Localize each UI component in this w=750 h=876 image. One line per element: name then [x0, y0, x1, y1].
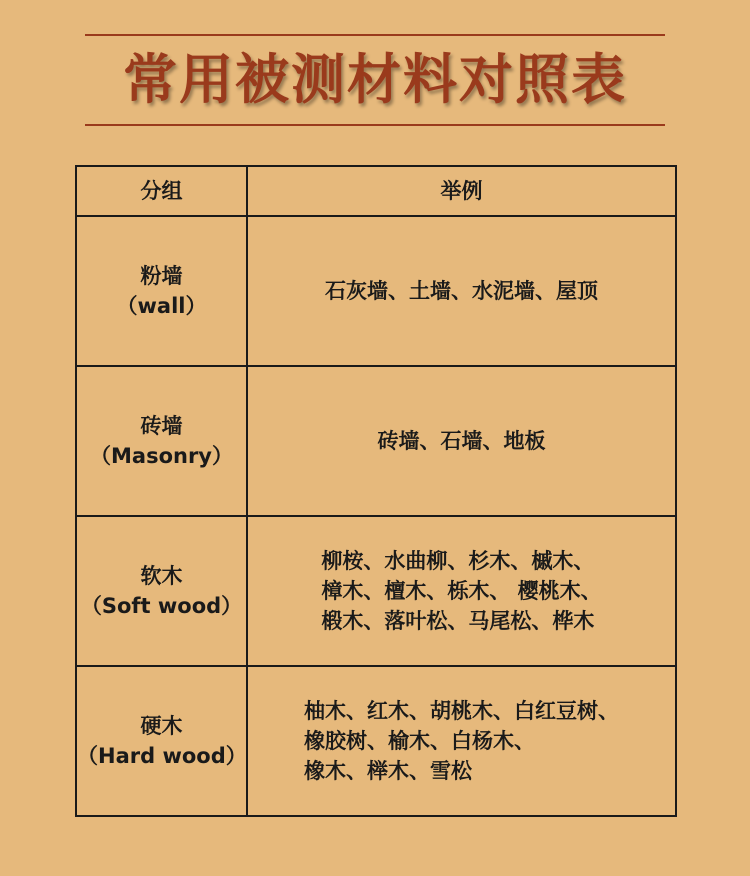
table-row: [76, 516, 676, 666]
group-english: （Masonry）: [90, 444, 233, 468]
title-top-rule: [85, 34, 665, 36]
group-cell: [76, 666, 247, 816]
example-line: 樟木、檀木、栎木、 樱桃木、: [321, 579, 602, 603]
example-line: 柚木、红木、胡桃木、白红豆树、: [304, 699, 619, 723]
table-row: [76, 366, 676, 516]
group-cell: [76, 216, 247, 366]
examples-cell: [247, 516, 676, 666]
header-group: 分组: [76, 166, 247, 216]
group-cell: [76, 516, 247, 666]
example-line: 橡胶树、榆木、白杨木、: [304, 729, 535, 753]
group-english: （Hard wood）: [77, 744, 247, 768]
example-line: 砖墙、石墙、地板: [377, 429, 546, 453]
examples-cell: [247, 216, 676, 366]
group-english: （wall）: [116, 294, 207, 318]
examples-cell: [247, 366, 676, 516]
group-name: 硬木: [140, 714, 183, 738]
title-bottom-rule: [85, 124, 665, 126]
group-cell: [76, 366, 247, 516]
example-line: 柳桉、水曲柳、杉木、槭木、: [321, 549, 595, 573]
table-header-row: [76, 166, 676, 216]
example-line: 石灰墙、土墙、水泥墙、屋顶: [325, 279, 598, 303]
examples-cell: [247, 666, 676, 816]
group-name: 粉墙: [140, 264, 183, 288]
table-row: [76, 216, 676, 366]
example-line: 橡木、榉木、雪松: [304, 759, 472, 783]
group-name: 软木: [140, 564, 183, 588]
materials-table: [75, 165, 677, 817]
header-examples: 举例: [247, 166, 676, 216]
page-title: 常用被测材料对照表: [123, 48, 627, 111]
example-line: 椴木、落叶松、马尾松、桦木: [321, 609, 595, 633]
group-english: （Soft wood）: [80, 594, 243, 618]
group-name: 砖墙: [140, 414, 183, 438]
table-row: [76, 666, 676, 816]
